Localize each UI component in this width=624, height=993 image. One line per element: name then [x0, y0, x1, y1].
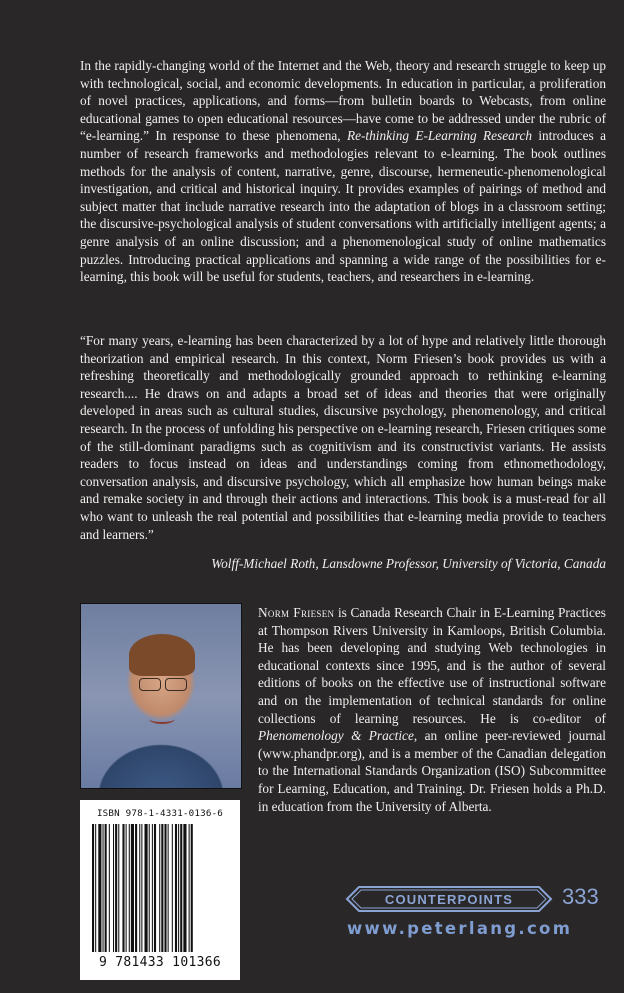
endorsement-quote: “For many years, e-learning has been characterized by a lot of hype and relatively little thorough theorization and empirical research. In this context, Norm Friesen’s book provides us with a refreshing theoretically and methodologically grounded approach to rethinking e-learning research.... He draws on and adapts a broad set of ideas and theories that were originally developed in areas such as cultural studies, discursive psychology, phenomenology, and critical research. In the process of unfolding his perspective on e-learning research, Friesen critiques some of the still-dominant paradigms such as cognitivism and its constructivist variants. He assists readers to focus instead on ideas and understandings coming from ethnomethodology, conversation analysis, and discursive psychology, which all emphasize how human beings make and remake society in and through their actions and interactions. This book is a must-read for all who want to unleash the real potential and possibilities that e-learning media provide to teachers and learners.”: [80, 333, 606, 542]
book-title: Re-thinking E-Learning Research: [346, 128, 532, 144]
description-body: introduces a number of research frameworks and methodologies relevant to e-learning. The book outlines methods for the analysis of content, narrative, genre, discourse, hermeneutic-phenomenological investigation, and critical and historical inquiry. It provides examples of pairings of method and subject matter that include narrative research into the adaptation of blogs in a classroom setting; the discursive-psychological analysis of student conversations with artificially intelligent agents; a genre analysis of an online discussion; and a phenomenological study of online mathematics puzzles. Introducing practical applications and spanning a wide range of the possibilities for e-learning, this book will be useful for students, teachers, and researchers in e-learning.: [80, 128, 606, 285]
barcode-digits: 9 781433 101366: [99, 955, 221, 970]
description-intro: In the rapidly-changing world of the Internet and the Web, theory and research struggle to keep up with technological, social, and economic developments. In education in particular, a proliferation of novel practices, applications, and forms—from bulletin boards to Webcasts, from online educational games to open educational resources—have come to be addressed under the rubric of “e-learning.” In response to these phenomena,: [80, 58, 606, 144]
counterpoints-logo-text: COUNTERPOINTS: [384, 892, 514, 907]
isbn-barcode: [80, 800, 240, 980]
author-bio-part1: is Canada Research Chair in E-Learning Practices at Thompson Rivers University in Kamloops, British Columbia. He has been developing and studying Web technologies in educational contexts since 1995, and is the author of several editions of books on the effective use of instructional software and on the implementation of technical standards for online collections of learning resources. He is co-editor of: [258, 605, 606, 726]
author-bio-part2: , an online peer-reviewed journal (www.phandpr.org), and is a member of the Canadian delegation to the International Standards Organization (ISO) Subcommittee for Learning, Education, and Training. Dr. Friesen holds a Ph.D. in education from the University of Alberta.: [258, 728, 607, 814]
author-name: Norm Friesen: [258, 605, 335, 620]
counterpoints-series-logo: [345, 884, 553, 914]
publisher-url: www.peterlang.com: [347, 919, 573, 938]
endorsement-attribution: Wolff-Michael Roth, Lansdowne Professor, University of Victoria, Canada: [211, 556, 606, 571]
series-number: 333: [562, 884, 599, 909]
book-description: [80, 57, 606, 286]
isbn-label: ISBN 978-1-4331-0136-6: [96, 808, 224, 819]
journal-title: Phenomenology & Practice: [258, 728, 414, 744]
author-bio: [258, 604, 606, 815]
barcode-bars: [92, 824, 228, 952]
author-photo: [80, 603, 242, 789]
